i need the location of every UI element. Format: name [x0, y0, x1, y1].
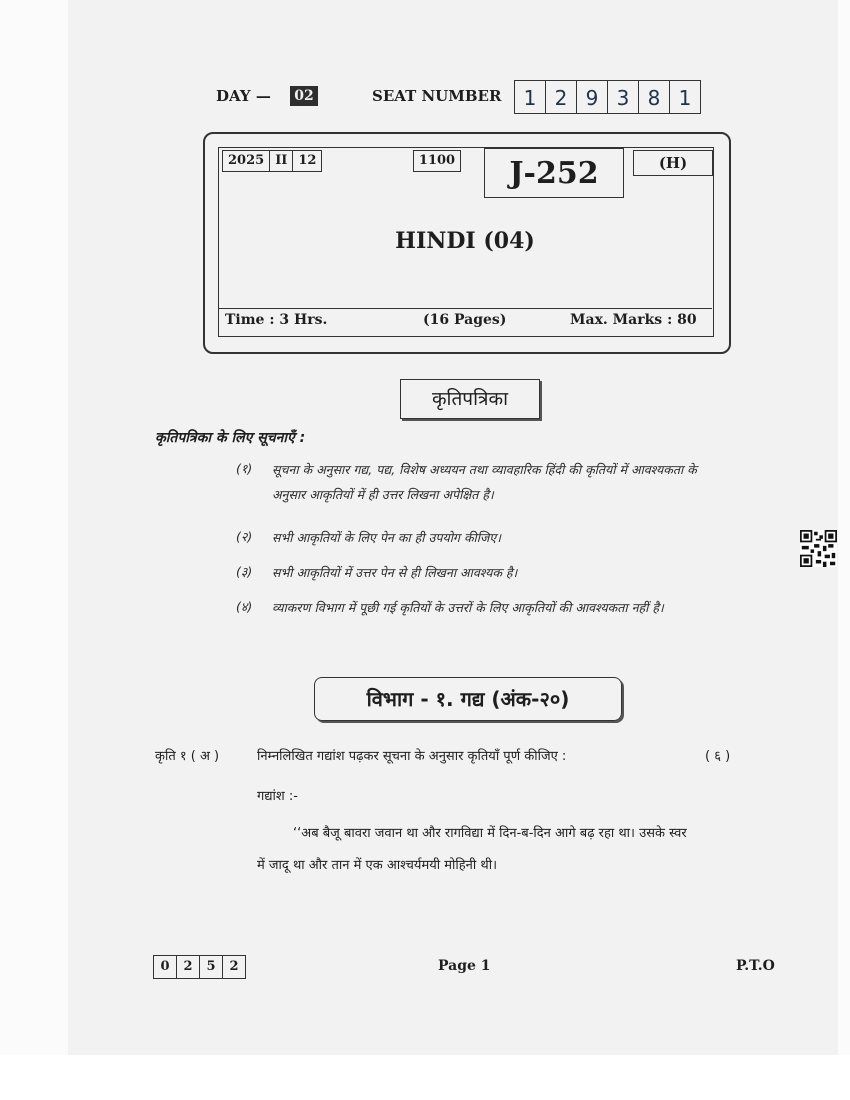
qr-code-icon	[800, 530, 837, 567]
scan-margin	[0, 1055, 850, 1100]
seat-digit: 9	[577, 81, 608, 113]
paper-number: 1100	[413, 150, 461, 172]
instruction-number: (४)	[236, 599, 253, 614]
exam-year: 2025	[223, 151, 270, 171]
instruction-text: व्याकरण विभाग में पूछी गई कृतियों के उत्तरों के लिए आकृतियों की आवश्यकता नहीं है।	[272, 600, 664, 615]
footer-code-digit: 2	[229, 959, 239, 974]
exam-month: II	[270, 151, 293, 171]
passage-text: ‘‘अब बैजू बावरा जवान था और रागविद्या में दिन-ब-दिन आगे बढ़ रहा था। उसके स्वर में जादू था और तान में एक आश्चर्यमयी मोहिनी थी।	[257, 826, 687, 873]
footer-code-digit: 5	[200, 956, 223, 978]
footer-paper-code	[153, 955, 246, 979]
question-label: कृति १ ( अ )	[155, 749, 220, 764]
instruction-text: सभी आकृतियों के लिए पेन का ही उपयोग कीजिए।	[272, 530, 501, 545]
seat-digit: 8	[639, 81, 670, 113]
time-allowed: Time : 3 Hrs.	[225, 312, 328, 328]
instruction-item	[236, 598, 716, 650]
paper-code: J-252	[484, 148, 624, 198]
exam-date: 12	[298, 153, 317, 168]
seat-digit: 2	[546, 81, 577, 113]
page-number: Page 1	[438, 958, 491, 974]
instruction-item	[236, 460, 716, 512]
seat-number-boxes	[514, 80, 701, 114]
page-count: (16 Pages)	[423, 312, 507, 328]
instructions-title: कृतिपत्रिका के लिए सूचनाएँ :	[155, 430, 306, 446]
seat-digit: 1	[515, 81, 546, 113]
instruction-text: सभी आकृतियों में उत्तर पेन से ही लिखना आवश्यक है।	[272, 565, 518, 580]
section-heading: विभाग - १. गद्य (अंक-२०)	[314, 677, 622, 721]
subject-title: HINDI (04)	[395, 228, 535, 254]
question-instruction: निम्नलिखित गद्यांश पढ़कर सूचना के अनुसार कृतियाँ पूर्ण कीजिए :	[257, 749, 567, 764]
day-value: 02	[290, 86, 318, 106]
instruction-item	[236, 528, 716, 553]
instruction-item	[236, 563, 716, 588]
seat-number-label: SEAT NUMBER	[372, 87, 502, 105]
instruction-number: (१)	[236, 461, 253, 476]
instruction-number: (२)	[236, 529, 253, 544]
day-label: DAY —	[216, 87, 271, 105]
question-marks: ( ६ )	[705, 749, 731, 764]
footer-code-digit: 0	[154, 956, 177, 978]
please-turn-over: P.T.O	[736, 958, 775, 974]
seat-digit: 3	[608, 81, 639, 113]
footer-code-digit: 2	[177, 956, 200, 978]
passage-label: गद्यांश :-	[257, 789, 298, 804]
kritipatrika-heading: कृतिपत्रिका	[400, 379, 540, 419]
seat-digit: 1	[678, 86, 692, 110]
instruction-text: सूचना के अनुसार गद्य, पद्य, विशेष अध्ययन तथा व्यावहारिक हिंदी की कृतियों में आवश्यकता के अनुसार आकृतियों में ही उत्तर लिखना अपेक्षित है।	[272, 462, 697, 502]
exam-date-code	[222, 150, 322, 172]
max-marks: Max. Marks : 80	[570, 312, 697, 328]
instruction-number: (३)	[236, 564, 253, 579]
medium-badge: (H)	[633, 150, 713, 176]
